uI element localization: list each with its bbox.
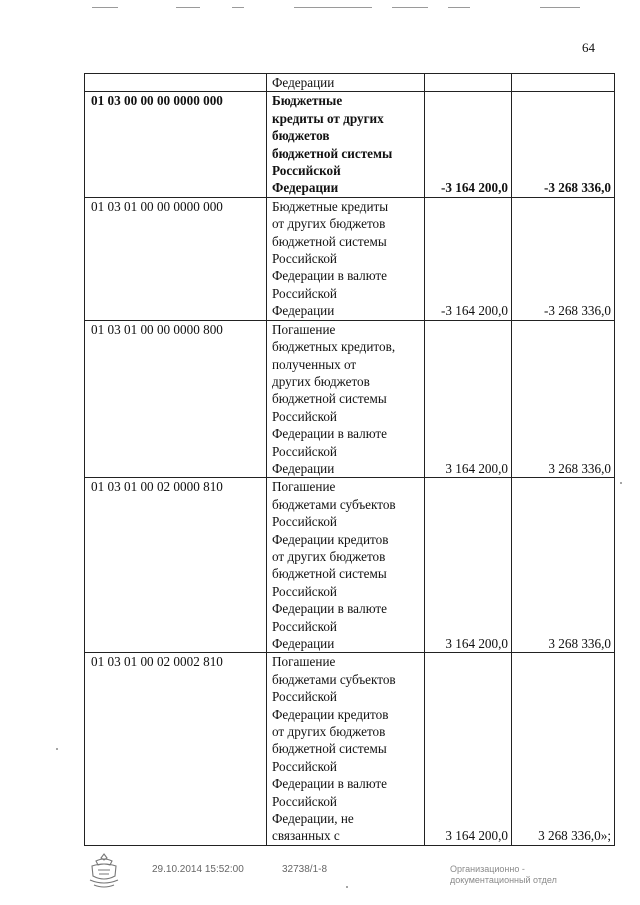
table-row: [85, 74, 615, 92]
row-code: [85, 74, 267, 92]
scan-artifact-line: [176, 7, 200, 8]
scan-speck: [56, 748, 58, 750]
row-value-plan-1: 3 164 200,0: [425, 320, 512, 478]
row-value-plan-1: 3 164 200,0: [425, 478, 512, 653]
budget-table: [84, 73, 615, 846]
scan-artifact-line: [448, 7, 470, 8]
row-code: 01 03 01 00 02 0000 810: [85, 478, 267, 653]
row-code: 01 03 00 00 00 0000 000: [85, 92, 267, 197]
scan-speck: [346, 886, 348, 888]
row-code: 01 03 01 00 00 0000 000: [85, 197, 267, 320]
scan-artifact-line: [232, 7, 244, 8]
row-name: Погашение бюджетных кредитов, полученных от других бюджетов бюджетной системы Российской Федерации в валюте Российской Федерации: [267, 320, 425, 478]
row-value-plan-2: 3 268 336,0: [512, 478, 615, 653]
table-row: [85, 478, 615, 653]
row-code: 01 03 01 00 02 0002 810: [85, 653, 267, 845]
row-value-plan-2: -3 268 336,0: [512, 197, 615, 320]
row-name: Бюджетные кредиты от других бюджетов бюджетной системы Российской Федерации в валюте Российской Федерации: [267, 197, 425, 320]
row-value-plan-2: [512, 74, 615, 92]
budget-table-body: [85, 74, 615, 846]
row-name: Погашение бюджетами субъектов Российской Федерации кредитов от других бюджетов бюджетной системы Российской Федерации в валюте Российской Федерации, не связанных с: [267, 653, 425, 845]
table-row: [85, 197, 615, 320]
row-value-plan-2: 3 268 336,0»;: [512, 653, 615, 845]
footer-dept-line2: документационный отдел: [450, 875, 557, 885]
scan-speck: [620, 482, 622, 484]
row-name: Погашение бюджетами субъектов Российской Федерации кредитов от других бюджетов бюджетной системы Российской Федерации в валюте Российской Федерации: [267, 478, 425, 653]
table-row: [85, 92, 615, 197]
row-value-plan-1: -3 164 200,0: [425, 197, 512, 320]
table-row: [85, 653, 615, 845]
row-value-plan-2: -3 268 336,0: [512, 92, 615, 197]
scan-artifact-line: [540, 7, 580, 8]
footer-doc-number: 32738/1-8: [282, 864, 328, 875]
footer-datetime: 29.10.2014 15:52:00: [152, 864, 244, 875]
table-row: [85, 320, 615, 478]
row-code: 01 03 01 00 00 0000 800: [85, 320, 267, 478]
row-name: Бюджетные кредиты от других бюджетов бюджетной системы Российской Федерации: [267, 92, 425, 197]
page-number: 64: [582, 40, 595, 55]
row-name: Федерации: [267, 74, 425, 92]
row-value-plan-2: 3 268 336,0: [512, 320, 615, 478]
footer-dept-line1: Организационно -: [450, 864, 525, 874]
scan-artifact-line: [92, 7, 118, 8]
scan-artifact-line: [392, 7, 428, 8]
row-value-plan-1: [425, 74, 512, 92]
row-value-plan-1: -3 164 200,0: [425, 92, 512, 197]
scan-artifact-line: [294, 7, 372, 8]
coat-of-arms-seal: [86, 852, 122, 890]
row-value-plan-1: 3 164 200,0: [425, 653, 512, 845]
footer-department-stamp: [450, 864, 557, 886]
